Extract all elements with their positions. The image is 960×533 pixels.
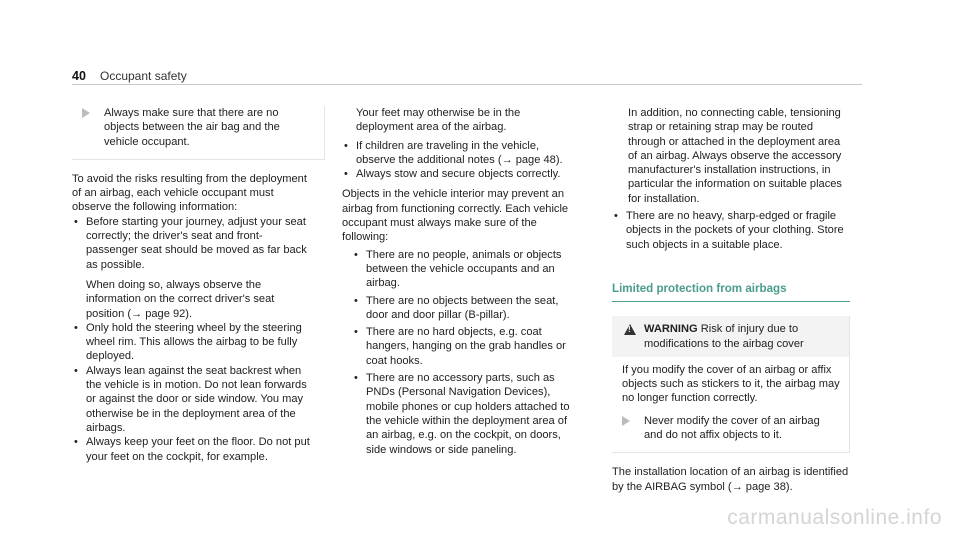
list-item: • Only hold the steering wheel by the steering wheel rim. This allows the airbag to be fully deployed. [72, 321, 310, 364]
list-item: • There are no accessory parts, such as PNDs (Personal Navigation Devices), mobile phones or cup holders attached to the vehicle within the deployment area of an airbag, e.g. on the cockpit, on doors, side windows or side paneling. [352, 371, 580, 457]
bullet-list [72, 215, 310, 464]
note-arrow-icon [622, 416, 632, 426]
list-item-text: Before starting your journey, adjust your seat correctly; the driver's seat and front-passenger seat should be moved as far back as possible. [86, 215, 307, 271]
warning-triangle-icon [624, 324, 636, 335]
warning-text: If you modify the cover of an airbag or affix objects such as stickers to it, the airbag may no longer function correctly. [622, 363, 840, 405]
continuation-text: Your feet may otherwise be in the deployment area of the airbag. [356, 107, 521, 134]
list-item: • Always keep your feet on the floor. Do not put your feet on the cockpit, for example. [72, 435, 310, 464]
closing-paragraph: The installation location of an airbag is identified by the AIRBAG symbol (→ page 38). [612, 466, 849, 493]
sub-bullet-list [342, 248, 580, 457]
warning-note [612, 406, 849, 443]
header-rule [72, 84, 862, 85]
list-item: • Always stow and secure objects correctly. [342, 167, 580, 181]
continuation-text: In addition, no connecting cable, tensioning strap or retaining strap may be routed through or attached in the deployment area of an airbag. Always observe the accessory manufacturer's installation instructions, in particular the information on suitable places for installation. [628, 107, 842, 205]
page-number: 40 [72, 69, 86, 83]
warning-box [612, 316, 850, 453]
list-item: • There are no objects between the seat, door and door pillar (B-pillar). [352, 294, 580, 323]
list-item: • There are no heavy, sharp-edged or fragile objects in the pockets of your clothing. Store such objects in a suitable place. [612, 209, 850, 252]
column-1 [72, 106, 310, 464]
running-header: Occupant safety [100, 69, 187, 83]
column-2 [342, 106, 580, 457]
list-item [72, 215, 310, 321]
bullet-list [342, 139, 580, 182]
watermark: carmanualsonline.info [727, 505, 942, 529]
note-text: Always make sure that there are no objects between the air bag and the vehicle occupant. [104, 107, 280, 148]
warning-note-text: Never modify the cover of an airbag and do not affix objects to it. [644, 414, 820, 442]
intro-paragraph: To avoid the risks resulting from the deployment of an airbag, each vehicle occupant must observe the following information: [72, 172, 307, 214]
list-item: • There are no hard objects, e.g. coat hangers, hanging on the grab handles or coat hooks. [352, 325, 580, 368]
bullet-list [612, 209, 850, 252]
list-item: • There are no people, animals or objects between the vehicle occupants and an airbag. [352, 248, 580, 291]
section-heading: Limited protection from airbags [612, 282, 850, 302]
column-3 [612, 106, 850, 494]
intro-paragraph: Objects in the vehicle interior may prevent an airbag from functioning correctly. Each vehicle occupant must always make sure of the following: [342, 188, 569, 244]
list-item-continuation: When doing so, always observe the information on the correct driver's seat position (→ page 92). [86, 278, 275, 320]
list-item: • If children are traveling in the vehicle, observe the additional notes (→ page 48). [342, 139, 580, 168]
warning-label: WARNING [644, 323, 698, 336]
warning-header [612, 316, 849, 357]
note-arrow-icon [82, 108, 92, 118]
note-box [72, 106, 325, 160]
warning-title: Risk of injury due to modifications to the airbag cover [644, 323, 804, 350]
list-item: • Always lean against the seat backrest when the vehicle is in motion. Do not lean forwards or against the door or side window. You may otherwise be in the deployment area of the airbags. [72, 364, 310, 435]
